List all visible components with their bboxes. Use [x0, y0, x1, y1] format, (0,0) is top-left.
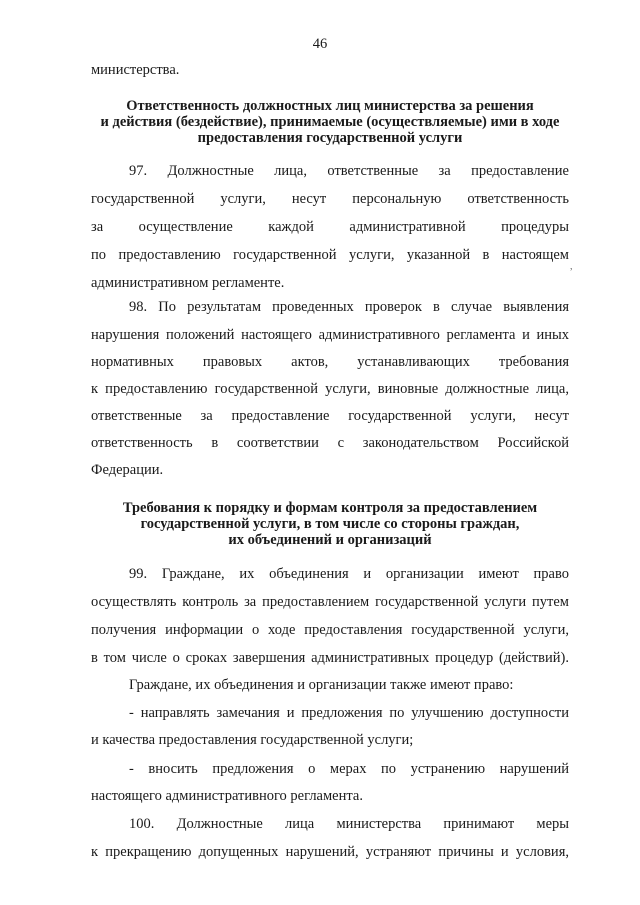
- paragraph-99-line: 99. Граждане, их объединения и организации имеют право: [129, 566, 569, 582]
- paragraph-100-line: к прекращению допущенных нарушений, устраняют причины и условия,: [91, 844, 569, 860]
- paragraph-99-line: осуществлять контроль за предоставлением государственной услуги путем: [91, 594, 569, 610]
- paragraph-98-line: к предоставлению государственной услуги, виновные должностные лица,: [91, 381, 569, 397]
- bullet-line: - вносить предложения о мерах по устранению нарушений: [129, 761, 569, 777]
- page-number: 46: [312, 36, 328, 52]
- section-heading-line: государственной услуги, в том числе со стороны граждан,: [140, 516, 520, 532]
- bullet-line: - направлять замечания и предложения по улучшению доступности: [129, 705, 569, 721]
- section-heading-line: предоставления государственной услуги: [197, 130, 463, 146]
- paragraph-98-line: ответственные за предоставление государственной услуги, несут: [91, 408, 569, 424]
- bullet-line: и качества предоставления государственной услуги;: [91, 732, 414, 748]
- section-heading-line: Требования к порядку и формам контроля за предоставлением: [122, 500, 538, 516]
- text-line: министерства.: [91, 62, 180, 78]
- paragraph-98-line: нарушения положений настоящего административного регламента и иных: [91, 327, 569, 343]
- paragraph-98-line: нормативных правовых актов, устанавливающих требования: [91, 354, 569, 370]
- paragraph-97-line: по предоставлению государственной услуги, указанной в настоящем: [91, 247, 569, 263]
- section-heading-line: их объединений и организаций: [228, 532, 432, 548]
- paragraph-99-line: Граждане, их объединения и организации также имеют право:: [129, 677, 514, 693]
- paragraph-98-line: Федерации.: [91, 462, 164, 478]
- section-heading-line: Ответственность должностных лиц министерства за решения: [126, 98, 534, 114]
- paragraph-98-line: ответственность в соответствии с законодательством Российской: [91, 435, 569, 451]
- paragraph-97-line: 97. Должностные лица, ответственные за предоставление: [129, 163, 569, 179]
- paragraph-100-line: 100. Должностные лица министерства принимают меры: [129, 816, 569, 832]
- paragraph-97-line: административном регламенте.: [91, 275, 285, 291]
- bullet-line: настоящего административного регламента.: [91, 788, 363, 804]
- paragraph-97-line: государственной услуги, несут персональную ответственность: [91, 191, 569, 207]
- paragraph-99-line: получения информации о ходе предоставления государственной услуги,: [91, 622, 569, 638]
- paragraph-99-line: в том числе о сроках завершения административных процедур (действий).: [91, 650, 569, 666]
- section-heading-line: и действия (бездействие), принимаемые (осуществляемые) ими в ходе: [100, 114, 560, 130]
- paragraph-97-line: за осуществление каждой административной процедуры: [91, 219, 569, 235]
- scan-artifact-mark: ,: [570, 261, 573, 272]
- paragraph-98-line: 98. По результатам проведенных проверок в случае выявления: [129, 299, 569, 315]
